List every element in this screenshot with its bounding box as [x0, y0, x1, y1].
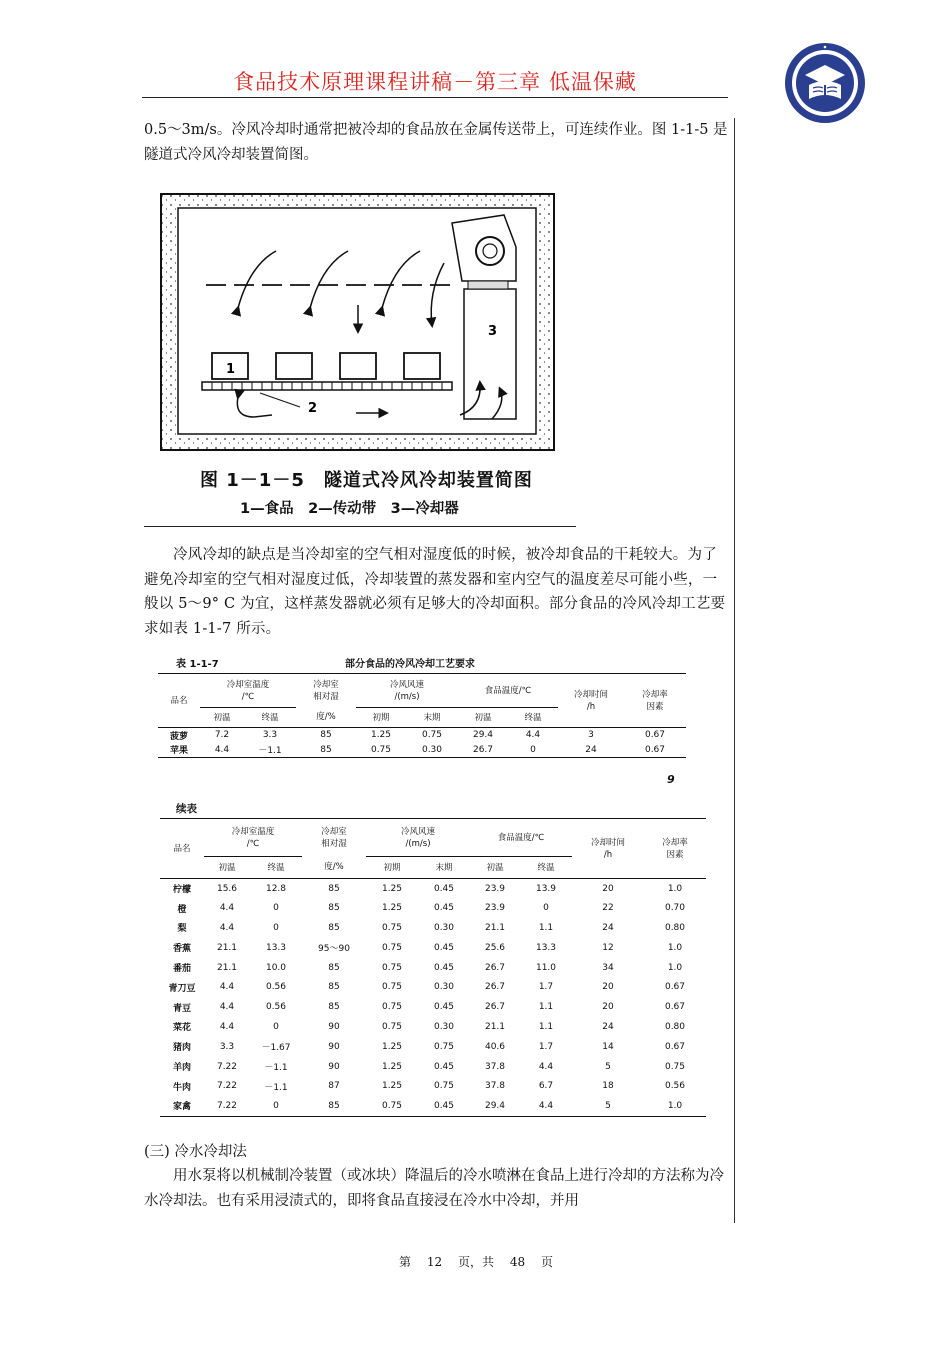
table-2	[160, 818, 706, 1117]
th2-wind	[366, 819, 470, 857]
table-cell: 4.4	[219, 982, 235, 993]
th-food-temp: 食品温度/℃	[458, 674, 558, 708]
table-cell: 0.30	[433, 1021, 455, 1032]
th2-room-final: 终温	[267, 862, 285, 873]
th2-factor-label: 冷却率	[662, 837, 688, 848]
table-cell: 90	[328, 1061, 340, 1072]
table-cell: 26.7	[484, 1002, 506, 1013]
table-cell: 0	[543, 903, 549, 914]
footer-total: 48	[509, 1255, 526, 1269]
continued-label: 续表	[176, 803, 197, 815]
table-cell: 24	[602, 922, 614, 933]
table-cell: 4.4	[219, 1021, 235, 1032]
table-cell: －1.67	[261, 1043, 291, 1054]
table-cell: 0.75	[433, 1041, 455, 1052]
table-cell: 87	[328, 1081, 340, 1092]
table-cell: 4.4	[219, 1002, 235, 1013]
table-cell: 29.4	[472, 730, 494, 741]
footer-page: 12	[426, 1255, 443, 1269]
th-wind-initial: 初期	[372, 712, 390, 723]
fig-label-2: 2	[308, 401, 318, 416]
table-cell: 95～90	[318, 944, 350, 955]
cell-food-name: 猪肉	[172, 1043, 191, 1054]
table-cell: 0.56	[664, 1081, 686, 1092]
th-factor	[624, 674, 686, 728]
table-cell: 37.8	[484, 1081, 506, 1092]
th2-factor-label-2: 因素	[666, 849, 684, 860]
table-cell: 0.75	[664, 1061, 686, 1072]
figure-caption: 图 1－1－5 隧道式冷风冷却装置简图	[200, 470, 533, 491]
university-logo-icon	[783, 41, 867, 125]
table-cell: 85	[320, 730, 332, 741]
table-cell: 26.7	[484, 962, 506, 973]
table-cell: 1.25	[381, 903, 403, 914]
table-cell: 0.45	[433, 1100, 455, 1111]
th-time	[558, 674, 624, 728]
table-cell: 0.45	[433, 883, 455, 894]
table-cell: 1.0	[667, 962, 683, 973]
table-cell: 0	[273, 1021, 279, 1032]
th-name: 品名	[158, 674, 200, 728]
table-cell: 23.9	[484, 903, 506, 914]
table-cell: 40.6	[484, 1041, 506, 1052]
table-row	[160, 918, 706, 938]
cell-food-name: 番茄	[172, 964, 191, 975]
th2-food-final: 终温	[537, 862, 555, 873]
table-cell: 0.75	[381, 1002, 403, 1013]
table-cell: 34	[602, 962, 614, 973]
fig-label-1: 1	[226, 362, 236, 377]
table-cell: 4.4	[538, 1100, 554, 1111]
th2-wind-final: 末期	[435, 862, 453, 873]
footer-ye: 页，共	[457, 1255, 494, 1269]
table-cell: 29.4	[484, 1100, 506, 1111]
th-factor-label-2: 因素	[646, 701, 664, 712]
table-cell: 0.45	[433, 962, 455, 973]
table-cell: 21.1	[216, 962, 238, 973]
table-cell: 13.3	[265, 942, 287, 953]
table-cell: 7.2	[214, 730, 230, 741]
th-wind	[356, 674, 458, 708]
section-3-heading: (三) 冷水冷却法	[144, 1144, 247, 1160]
th2-room-temp-label: 冷却室温度	[231, 826, 275, 837]
th2-humidity-3: 度/%	[324, 862, 344, 873]
paragraph-2: 冷风冷却的缺点是当冷却室的空气相对湿度低的时候，被冷却食品的干耗较大。为了避免冷却室的空气相对湿度过低，冷却装置的蒸发器和室内空气的温度差尽可能小些，一般以 5～9° C 为宜，这样蒸发器就必须有足够大的冷却面积。部分食品的冷风冷却工艺要求如表 1-1-7 所示。	[144, 547, 726, 637]
table-cell: 5	[605, 1100, 611, 1111]
table-cell: 85	[328, 922, 340, 933]
table-cell: 90	[328, 1041, 340, 1052]
cell-food-name: 苹果	[169, 746, 188, 757]
table-1	[158, 673, 686, 758]
table-cell: 18	[602, 1081, 614, 1092]
table-cell: 21.1	[484, 922, 506, 933]
table-row	[160, 977, 706, 997]
th-wind-final: 末期	[423, 712, 441, 723]
table-cell: 0.75	[381, 1021, 403, 1032]
table-cell: 37.8	[484, 1061, 506, 1072]
th2-time-unit: /h	[603, 849, 613, 860]
th-humidity-3: 度/%	[316, 712, 336, 723]
table-cell: 25.6	[484, 942, 506, 953]
table-cell: 15.6	[216, 883, 238, 894]
table-cell: 20	[602, 1002, 614, 1013]
table-cell: 0.45	[433, 1061, 455, 1072]
table-cell: 14	[602, 1041, 614, 1052]
table-cell: －1.1	[264, 1063, 288, 1074]
cell-food-name: 香蕉	[172, 944, 191, 955]
table-cell: 0.75	[370, 744, 392, 755]
table-cell: 0.75	[381, 922, 403, 933]
table-cell: 0.75	[421, 730, 443, 741]
footer-di: 第	[399, 1255, 412, 1269]
cell-food-name: 牛肉	[172, 1082, 191, 1093]
th-time-label: 冷却时间	[573, 689, 608, 700]
table-cell: 4.4	[525, 730, 541, 741]
page-mark: 9	[667, 773, 675, 786]
table-cell: 0.45	[433, 942, 455, 953]
table-cell: －1.1	[258, 746, 282, 757]
th-room-initial: 初温	[213, 712, 231, 723]
table-cell: 0.45	[433, 1002, 455, 1013]
figure-legend: 1—食品 2—传动带 3—冷却器	[240, 501, 459, 517]
table-cell: 12.8	[265, 883, 287, 894]
table-cell: 0.75	[381, 942, 403, 953]
table-cell: 85	[328, 962, 340, 973]
table-cell: 1.0	[667, 1100, 683, 1111]
tunnel-cooler-diagram	[160, 193, 556, 453]
table-cell: 1.1	[538, 1021, 554, 1032]
table-cell: 1.25	[381, 1061, 403, 1072]
table-cell: 0.45	[433, 903, 455, 914]
table-cell: 26.7	[472, 744, 494, 755]
table-cell: 24	[602, 1021, 614, 1032]
th2-humidity	[302, 819, 366, 857]
table-cell: 90	[328, 1021, 340, 1032]
table-cell: 10.0	[265, 962, 287, 973]
table-cell: 1.1	[538, 1002, 554, 1013]
table-cell: 0.70	[664, 903, 686, 914]
table-cell: 0	[273, 1100, 279, 1111]
table-row	[160, 898, 706, 918]
table-row	[160, 1057, 706, 1077]
table-cell: 85	[328, 982, 340, 993]
cell-food-name: 青刀豆	[168, 983, 196, 994]
table-row	[158, 743, 686, 758]
th2-time	[572, 819, 644, 879]
table-cell: 0.67	[664, 1041, 686, 1052]
th2-food-temp: 食品温度/℃	[470, 819, 572, 857]
table-cell: 12	[602, 942, 614, 953]
table-cell: 1.0	[667, 942, 683, 953]
header-rule	[142, 97, 728, 98]
table-cell: 0.30	[421, 744, 443, 755]
cell-food-name: 橙	[177, 904, 187, 915]
table-cell: 0.75	[381, 962, 403, 973]
table-cell: 1.25	[370, 730, 392, 741]
cell-food-name: 梨	[177, 924, 187, 935]
table-cell: 0.75	[381, 1100, 403, 1111]
table-cell: 7.22	[216, 1081, 238, 1092]
table-cell: 85	[328, 1002, 340, 1013]
th-time-unit: /h	[586, 701, 596, 712]
th2-name: 品名	[160, 819, 204, 879]
table-row	[160, 1076, 706, 1096]
table-row	[160, 1096, 706, 1116]
table-cell: 3.3	[262, 730, 278, 741]
table-cell: 26.7	[484, 982, 506, 993]
th2-wind-initial: 初期	[383, 862, 401, 873]
th2-room-initial: 初温	[218, 862, 236, 873]
table-cell: 20	[602, 883, 614, 894]
table-row	[160, 997, 706, 1017]
th-humidity-1: 冷却室	[313, 679, 339, 690]
th-humidity	[296, 674, 356, 708]
table-cell: 0	[273, 922, 279, 933]
table-cell: 0.56	[265, 982, 287, 993]
table-cell: 0.30	[433, 982, 455, 993]
table-cell: 5	[605, 1061, 611, 1072]
table-cell: 22	[602, 903, 614, 914]
table-row	[158, 728, 686, 743]
cell-food-name: 青豆	[172, 1003, 191, 1014]
table-cell: 1.25	[381, 883, 403, 894]
table-cell: 6.7	[538, 1081, 554, 1092]
page-footer	[0, 1253, 952, 1270]
intro-paragraph: 0.5～3m/s。冷风冷却时通常把被冷却的食品放在金属传送带上，可连续作业。图 1-1-5 是隧道式冷风冷却装置简图。	[144, 122, 728, 163]
cell-food-name: 羊肉	[172, 1063, 191, 1074]
table-title: 部分食品的冷风冷却工艺要求	[345, 659, 475, 670]
table-row	[160, 958, 706, 978]
th2-humidity-2: 相对湿	[321, 838, 347, 849]
th2-wind-unit: /(m/s)	[405, 838, 431, 849]
th-room-temp-label: 冷却室温度	[226, 679, 270, 690]
cell-food-name: 家禽	[172, 1102, 191, 1113]
table-cell: －1.1	[264, 1082, 288, 1093]
table-cell: 23.9	[484, 883, 506, 894]
th2-humidity-1: 冷却室	[321, 826, 347, 837]
table-cell: 1.7	[538, 1041, 554, 1052]
th2-room-temp-unit: /℃	[246, 838, 260, 849]
paragraph-3: 用水泵将以机械制冷装置（或冰块）降温后的冷水喷淋在食品上进行冷却的方法称为冷水冷却法。也有采用浸渍式的，即将食品直接浸在冷水中冷却，并用	[144, 1168, 724, 1209]
table-row	[160, 1037, 706, 1057]
table-label: 表 1-1-7	[176, 659, 219, 670]
cell-food-name: 柠檬	[172, 885, 191, 896]
table-cell: 4.4	[219, 903, 235, 914]
table-cell: 0.80	[664, 1021, 686, 1032]
table-cell: 13.3	[535, 942, 557, 953]
table-cell: 85	[328, 1100, 340, 1111]
table-cell: 7.22	[216, 1061, 238, 1072]
table-cell: 3	[588, 730, 594, 741]
table-cell: 20	[602, 982, 614, 993]
fig-label-3: 3	[488, 324, 498, 339]
th-factor-label: 冷却率	[642, 689, 668, 700]
table-cell: 1.25	[381, 1041, 403, 1052]
th-wind-unit: /(m/s)	[394, 691, 420, 702]
cell-food-name: 菠萝	[169, 731, 188, 742]
th2-wind-label: 冷风风速	[400, 826, 435, 837]
table-cell: 1.25	[381, 1081, 403, 1092]
right-margin-rule	[734, 118, 735, 1223]
th-wind-label: 冷风风速	[389, 679, 424, 690]
table-cell: 3.3	[219, 1041, 235, 1052]
table-cell: 0.75	[381, 982, 403, 993]
table-cell: 0.75	[433, 1081, 455, 1092]
th2-food-initial: 初温	[486, 862, 504, 873]
cell-food-name: 菜花	[172, 1023, 191, 1034]
th-room-final: 终温	[261, 712, 279, 723]
th-humidity-2: 相对湿	[313, 691, 339, 702]
table-row	[160, 879, 706, 899]
table-cell: 85	[328, 903, 340, 914]
th-room-temp	[200, 674, 296, 708]
table-cell: 21.1	[484, 1021, 506, 1032]
table-cell: 0.30	[433, 922, 455, 933]
page-header-title: 食品技术原理课程讲稿－第三章 低温保藏	[233, 70, 637, 94]
table-cell: 0.67	[664, 1002, 686, 1013]
table-cell: 85	[328, 883, 340, 894]
figure-rule	[144, 526, 576, 527]
table-cell: 0.67	[664, 982, 686, 993]
th-room-temp-unit: /℃	[241, 691, 255, 702]
table-cell: 21.1	[216, 942, 238, 953]
table-cell: 24	[585, 744, 597, 755]
table-cell: 1.0	[667, 883, 683, 894]
th-food-initial: 初温	[474, 712, 492, 723]
table-cell: 85	[320, 744, 332, 755]
table-row	[160, 938, 706, 958]
table-row	[160, 1017, 706, 1037]
table-cell: 1.1	[538, 922, 554, 933]
table-cell: 13.9	[535, 883, 557, 894]
footer-ye2: 页	[540, 1255, 553, 1269]
table-cell: 0.67	[644, 730, 666, 741]
th2-factor	[644, 819, 706, 879]
table-cell: 4.4	[214, 744, 230, 755]
table-cell: 4.4	[538, 1061, 554, 1072]
table-cell: 0.56	[265, 1002, 287, 1013]
th2-time-label: 冷却时间	[590, 837, 625, 848]
table-cell: 0	[530, 744, 536, 755]
table-cell: 4.4	[219, 922, 235, 933]
th2-room-temp	[204, 819, 302, 857]
table-cell: 0.80	[664, 922, 686, 933]
table-cell: 11.0	[535, 962, 557, 973]
table-cell: 1.7	[538, 982, 554, 993]
th-food-final: 终温	[524, 712, 542, 723]
table-cell: 7.22	[216, 1100, 238, 1111]
table-cell: 0.67	[644, 744, 666, 755]
table-cell: 0	[273, 903, 279, 914]
